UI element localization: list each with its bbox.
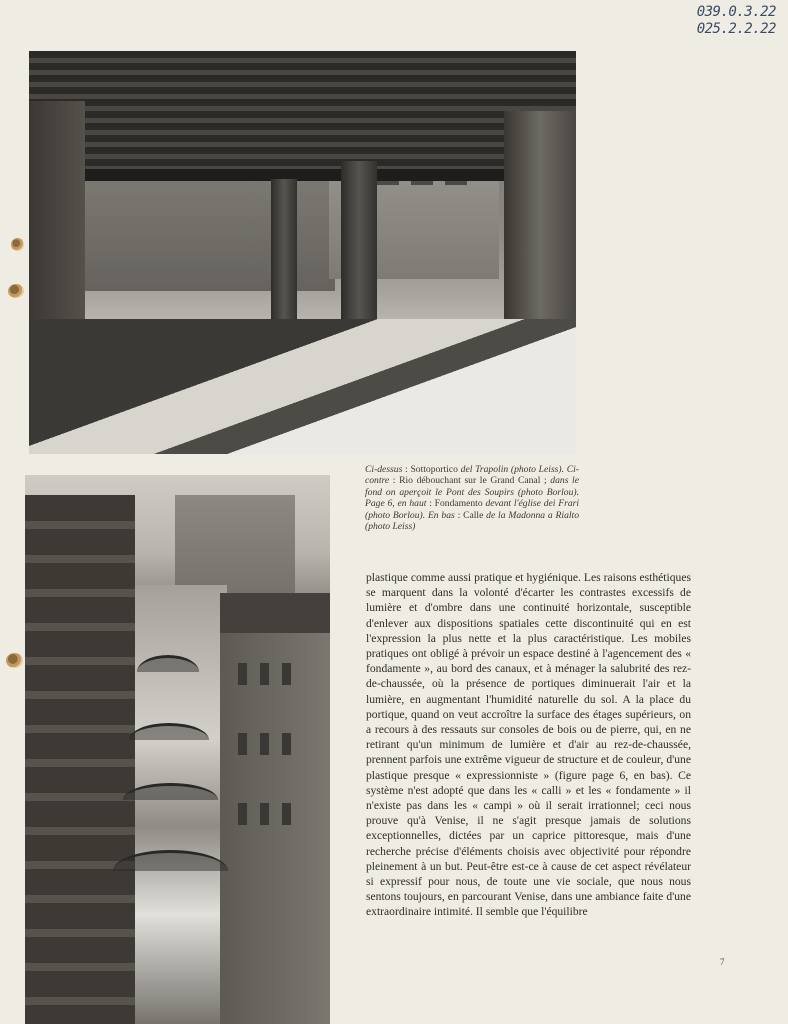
caption-part: devant l'église dei Frari (photo Borlou). En bas — [365, 498, 580, 521]
page-number: 7 — [720, 957, 725, 967]
binder-hole-icon — [8, 284, 24, 298]
body-paragraph: plastique comme aussi pratique et hygiénique. Les raisons esthétiques se marquent dans la volonté d'écarter les contrastes excessifs de lumière et d'ombre dans une continuité horizontale, susceptible d'enlever aux dispositions spatiales cette discontinuité qui en est l'expression la plus nette et la plus caractéristique. Les mobiles pratiques ont obligé à prévoir un espace destiné à l'agencement des « fondamente », au bord des canaux, et à ménager la salubrité des rez-de-chaussée, où la présence de portiques diminuerait l'air et la lumière, en augmentant l'humidité naturelle du sol. A la place du portique, quand on veut accroître la surface des étages supérieurs, on a recours à des ressauts sur consoles de bois ou de pierre, qui, en ne retirant qu'un minimum de lumière et d'air au rez-de-chaussée, prennent parfois une extrême vigueur de structure et de couleur, d'une plastique presque « expressionniste » (figure page 6, en bas). Ce système n'est adopté que dans les « calli » et les « fondamente » il n'existe pas dans les « campi » où il serait irrationnel; ceci nous prouve qu'à Venise, il ne s'agit presque jamais de solutions exceptionnelles, dictées par un caprice pittoresque, mais d'une recherche précise d'éléments choisis avec objectivité pour répondre pleinement à un but. Peut-être est-ce à cause de cet aspect révélateur si expressif pour nous, de toute une vie sociale, que nous nous sentons toujours, en parcourant Venise, dans une ambiance faite d'une extraordinaire intimité. Il semble que l'équilibre — [366, 571, 691, 919]
photo-caption — [365, 464, 579, 532]
archive-stamp-line1: 039.0.3.22 — [696, 4, 776, 20]
photo-sottoportico — [29, 51, 576, 454]
caption-part: de la Madonna a Rialto (photo Leiss) — [365, 509, 579, 533]
caption-part: del Trapolin (photo Leiss). Ci-contre — [365, 464, 580, 487]
caption-part: : Fondamento — [426, 498, 486, 510]
body-text — [366, 570, 691, 920]
caption-part: : Sottoportico — [402, 464, 461, 475]
binder-hole-icon — [11, 238, 24, 251]
archive-stamp-line2: 025.2.2.22 — [696, 21, 776, 37]
caption-part: dans le fond on aperçoit le Pont des Soupirs (photo Borlou). Page 6, en haut — [365, 475, 579, 510]
archive-stamp — [697, 4, 776, 38]
caption-part: : Calle — [454, 509, 487, 521]
binder-hole-icon — [6, 653, 23, 668]
caption-part: : Rio débouchant sur le Grand Canal ; — [389, 475, 551, 487]
photo-canal — [25, 475, 330, 1024]
caption-part: Ci-dessus — [365, 464, 403, 475]
